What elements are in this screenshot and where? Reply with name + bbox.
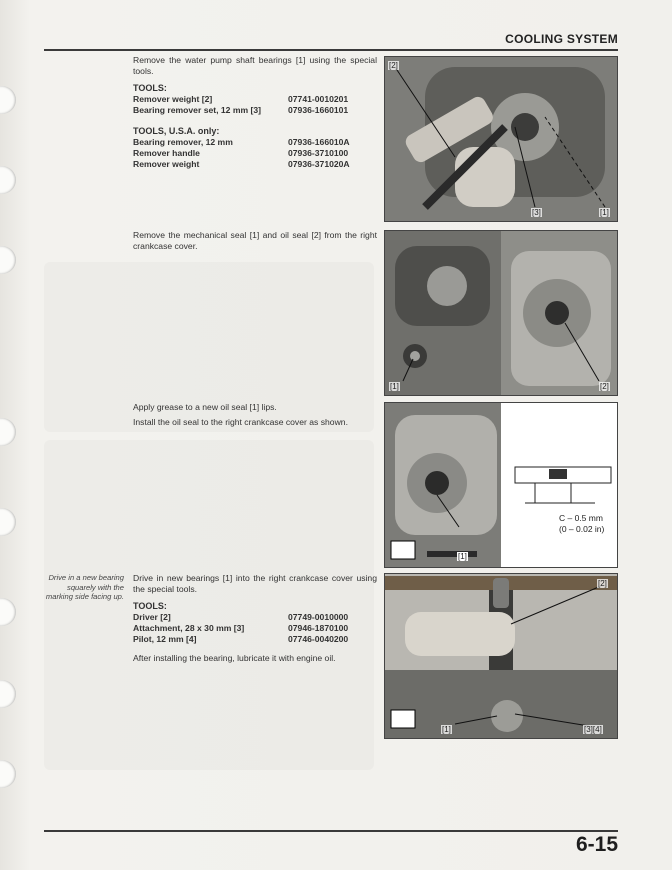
tool-number: 07946-1870100 — [288, 623, 349, 633]
tool-number: 07936-1660101 — [288, 105, 349, 115]
figure-bearing-install — [384, 573, 618, 739]
tool-row — [133, 94, 377, 105]
tool-name: Driver [2] — [133, 612, 171, 622]
figure-oil-seal-install — [384, 402, 618, 568]
callout-label: [3][4] — [584, 725, 602, 734]
tool-name: Remover weight [2] — [133, 94, 213, 104]
step-remove-seals — [133, 230, 377, 256]
callout-label: [2] — [389, 61, 398, 70]
callout-label: [1] — [442, 725, 451, 734]
figure-bearing-removal — [384, 56, 618, 222]
tool-name: Bearing remover set, 12 mm [3] — [133, 105, 262, 115]
spec-depth: C – 0.5 mm — [559, 513, 603, 523]
tools-heading: TOOLS: — [133, 83, 167, 93]
tool-row — [133, 137, 377, 148]
spec-depth-inch: (0 – 0.02 in) — [559, 524, 605, 534]
callout-label: [2] — [598, 579, 607, 588]
seal-removal-photo — [385, 231, 617, 395]
tool-row — [133, 612, 377, 623]
usa-tools-heading: TOOLS, U.S.A. only: — [133, 126, 220, 136]
tool-row — [133, 623, 377, 634]
tool-row — [133, 634, 377, 645]
callout-label: [1] — [390, 382, 399, 391]
step-drive-bearings — [133, 573, 377, 668]
tool-number: 07749-0010000 — [288, 612, 349, 622]
tool-number: 07936-166010A — [288, 137, 350, 147]
section-title: COOLING SYSTEM — [505, 32, 618, 46]
bearing-removal-photo — [385, 57, 617, 221]
step-install-oil-seal — [133, 402, 377, 432]
callout-label: [2] — [600, 382, 609, 391]
footer-rule — [44, 830, 618, 832]
tool-row — [133, 148, 377, 159]
callout-label: [1] — [458, 552, 467, 561]
page-number: 6-15 — [575, 833, 618, 856]
figure-seal-removal — [384, 230, 618, 396]
instruction-text: Install the oil seal to the right crankcase cover as shown. — [133, 417, 348, 427]
step-remove-bearings — [133, 55, 377, 170]
tool-row — [133, 159, 377, 170]
tool-number: 07936-3710100 — [288, 148, 349, 158]
instruction-text: Remove the mechanical seal [1] and oil seal [2] from the right crankcase cover. — [133, 230, 377, 251]
after-note: After installing the bearing, lubricate it with engine oil. — [133, 653, 336, 663]
tool-number: 07746-0040200 — [288, 634, 349, 644]
instruction-text: Apply grease to a new oil seal [1] lips. — [133, 402, 277, 412]
callout-label: [3] — [532, 208, 541, 217]
tool-name: Remover weight — [133, 159, 200, 169]
side-note: Drive in a new bearing squarely with the marking side facing up. — [45, 573, 124, 601]
tool-number: 07741-0010201 — [288, 94, 349, 104]
instruction-text: Remove the water pump shaft bearings [1] using the special tools. — [133, 55, 377, 76]
tools-heading: TOOLS: — [133, 601, 167, 611]
tool-name: Bearing remover, 12 mm — [133, 137, 233, 147]
tool-name: Pilot, 12 mm [4] — [133, 634, 197, 644]
tool-name: Attachment, 28 x 30 mm [3] — [133, 623, 245, 633]
callout-label: [1] — [600, 208, 609, 217]
header-rule — [44, 49, 618, 51]
tool-name: Remover handle — [133, 148, 200, 158]
tool-row — [133, 105, 377, 116]
tool-number: 07936-371020A — [288, 159, 350, 169]
oil-seal-photo-and-diagram — [385, 403, 617, 567]
instruction-text: Drive in new bearings [1] into the right crankcase cover using the special tools. — [133, 573, 377, 594]
bearing-install-photo — [385, 574, 617, 738]
